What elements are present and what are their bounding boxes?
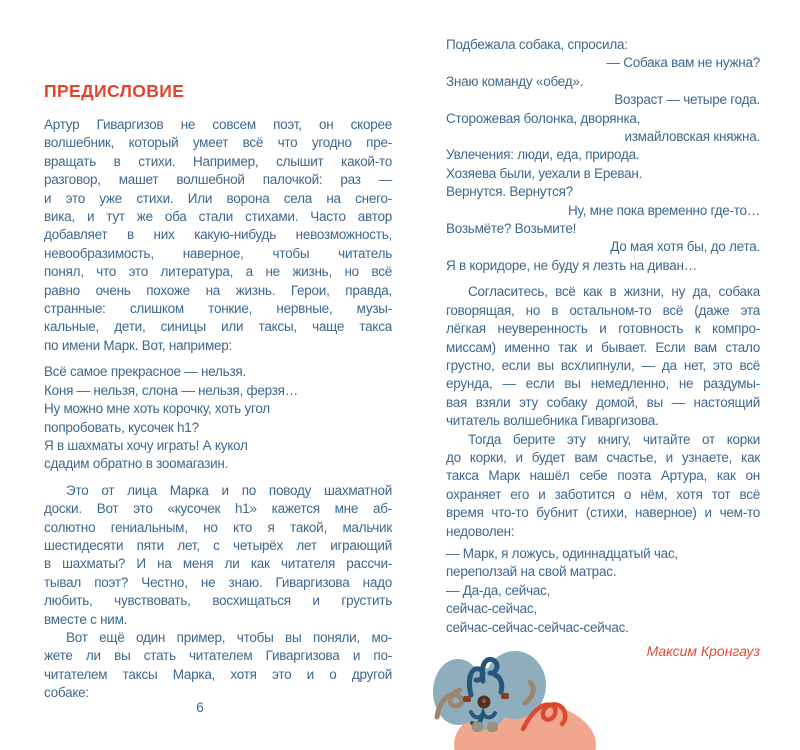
text-line: сейчас-сейчас-сейчас-сейчас. — [446, 619, 629, 635]
text-line: понял, что это литература, а не жизнь, но всё — [44, 264, 392, 280]
text-line: шестидесяти пяти лет, с четырёх лет играющий — [44, 537, 392, 553]
dog-eye — [501, 693, 509, 699]
dog-paw — [472, 722, 483, 732]
text-line: Я в коридоре, не буду я лезть на диван… — [446, 257, 697, 273]
text-line: сдадим обратно в зоомагазин. — [44, 456, 229, 472]
text-line: измайловская княжна. — [624, 129, 760, 145]
text-line: переползай на свой матрас. — [446, 564, 617, 580]
page-number: 6 — [196, 700, 204, 715]
text-line: Ну можно мне хоть корочку, хоть угол — [44, 401, 270, 417]
text-line: невообразимость, наверное, чтобы читатель — [44, 245, 392, 261]
text-line: жете ли вы стать читателем Гиваргизова и по- — [44, 648, 392, 664]
text-line: Артур Гиваргизов не совсем поэт, он скорее — [44, 117, 392, 132]
second-example-paragraph — [44, 629, 392, 703]
text-line: читателем таксы Марка, хотя это и о другой — [44, 666, 392, 682]
text-line: читатель волшебника Гиваргизова. — [446, 413, 659, 429]
text-line: солютно гениальным, но кто я такой, мальчик — [44, 519, 392, 535]
dog-illustration — [425, 645, 605, 750]
text-line: грустно, если вы всхлипнули, — да нет, это всё — [446, 357, 760, 373]
text-line: — Собака вам не нужна? — [606, 55, 760, 71]
text-line: миссам) именно так и бывает. Если вам стало — [446, 339, 760, 355]
text-line: вика, и тут же оба стали стихами. Часто автор — [44, 209, 392, 225]
bedtime-dialogue — [446, 545, 760, 637]
dog-eye — [463, 696, 471, 702]
dog-poem — [446, 36, 760, 275]
text-line: волшебник, который умеет всё что угодно пре- — [44, 135, 392, 151]
text-line: — Да-да, сейчас, — [446, 582, 551, 598]
marks-voice-paragraph — [44, 482, 392, 629]
right-page-column — [446, 36, 760, 660]
text-line: Вот ещё один пример, чтобы вы поняли, мо- — [66, 629, 392, 645]
text-line: лёгкая неуверенность и готовность к компро- — [446, 321, 760, 337]
text-line: разговор, машет волшебной палочкой: раз — — [44, 172, 392, 188]
text-line: равно очень похоже на жизнь. Герои, правда, — [44, 282, 392, 298]
text-line: любить, чувствовать, восхищаться и грустить — [44, 593, 392, 609]
text-line: Подбежала собака, спросила: — [446, 37, 628, 52]
text-line: говорящая, но в остальном-то всё (даже эта — [446, 302, 760, 318]
text-line: Возьмёте? Возьмите! — [446, 221, 577, 237]
text-line: по имени Марк. Вот, например: — [44, 337, 232, 353]
text-line: вая взяли эту собаку домой, вы — настоящий — [446, 394, 760, 410]
author-signature: Максим Кронгауз — [646, 643, 760, 659]
text-line: вместе с ним. — [44, 611, 128, 627]
text-line: Возраст — четыре года. — [614, 92, 760, 108]
text-line: добавляет в них какую-нибудь невозможность, — [44, 227, 392, 243]
text-line: Увлечения: люди, еда, природа. — [446, 147, 640, 163]
text-line: недоволен: — [446, 523, 515, 539]
text-line: Это от лица Марка и по поводу шахматной — [66, 482, 392, 498]
text-line: — Марк, я ложусь, одиннадцатый час, — [446, 545, 678, 561]
text-line: Ну, мне пока временно где-то… — [567, 202, 760, 218]
text-line: в шахматы? И на меня ли как читателя рассчи- — [44, 556, 392, 572]
text-line: кальные, дети, синицы или таксы, чаще такса — [44, 319, 392, 335]
text-line: собаке: — [44, 685, 89, 701]
text-line: Сторожевая болонка, дворянка, — [446, 110, 641, 126]
text-line: Хозяева были, уехали в Ереван. — [446, 165, 643, 181]
text-line: попробовать, кусочек h1? — [44, 419, 199, 435]
text-line: Коня — нельзя, слона — нельзя, ферзя… — [44, 382, 298, 398]
dog-paw — [487, 722, 498, 732]
preface-title: ПРЕДИСЛОВИЕ — [44, 81, 185, 101]
text-line: время что-то бубнит (стихи, наверное) и чем-то — [446, 505, 760, 521]
text-line: сейчас-сейчас, — [446, 601, 537, 617]
text-line: охраняет его и заботится о нём, хотя тот всё — [446, 486, 760, 502]
intro-paragraph — [44, 116, 392, 355]
text-line: странные: слишком тонкие, нервные, музы- — [44, 301, 392, 317]
text-line: Вернутся. Вернутся? — [446, 184, 573, 200]
text-line: ерунда, — если вы немедленно, не раздумы- — [446, 376, 760, 392]
text-line: Я в шахматы хочу играть! А кукол — [44, 437, 248, 453]
chess-poem — [44, 363, 392, 473]
text-line: Всё самое прекрасное — нельзя. — [44, 364, 246, 380]
text-line: Согласитесь, всё как в жизни, ну да, собака — [468, 284, 760, 300]
left-page-column — [44, 82, 392, 703]
text-line: Тогда берите эту книгу, читайте от корки — [468, 431, 760, 447]
take-book-paragraph — [446, 431, 760, 541]
text-line: такса Марк нашёл себе поэта Артура, как он — [446, 468, 760, 484]
text-line: и это уже стихи. Или ворона села на снего- — [44, 190, 392, 206]
text-line: До мая хотя бы, до лета. — [610, 239, 760, 255]
text-line: тывал поэт? Честно, не знаю. Гиваргизова надо — [44, 574, 392, 590]
text-line: вращать в стихи. Например, слышит какой-то — [44, 153, 392, 169]
text-line: Знаю команду «обед». — [446, 73, 584, 89]
text-line: доски. Вот это «кусочек h1» кажется мне аб- — [44, 501, 392, 517]
text-line: до корки, и будет вам счастье, и узнаете, как — [446, 449, 760, 465]
agree-paragraph — [446, 283, 760, 430]
